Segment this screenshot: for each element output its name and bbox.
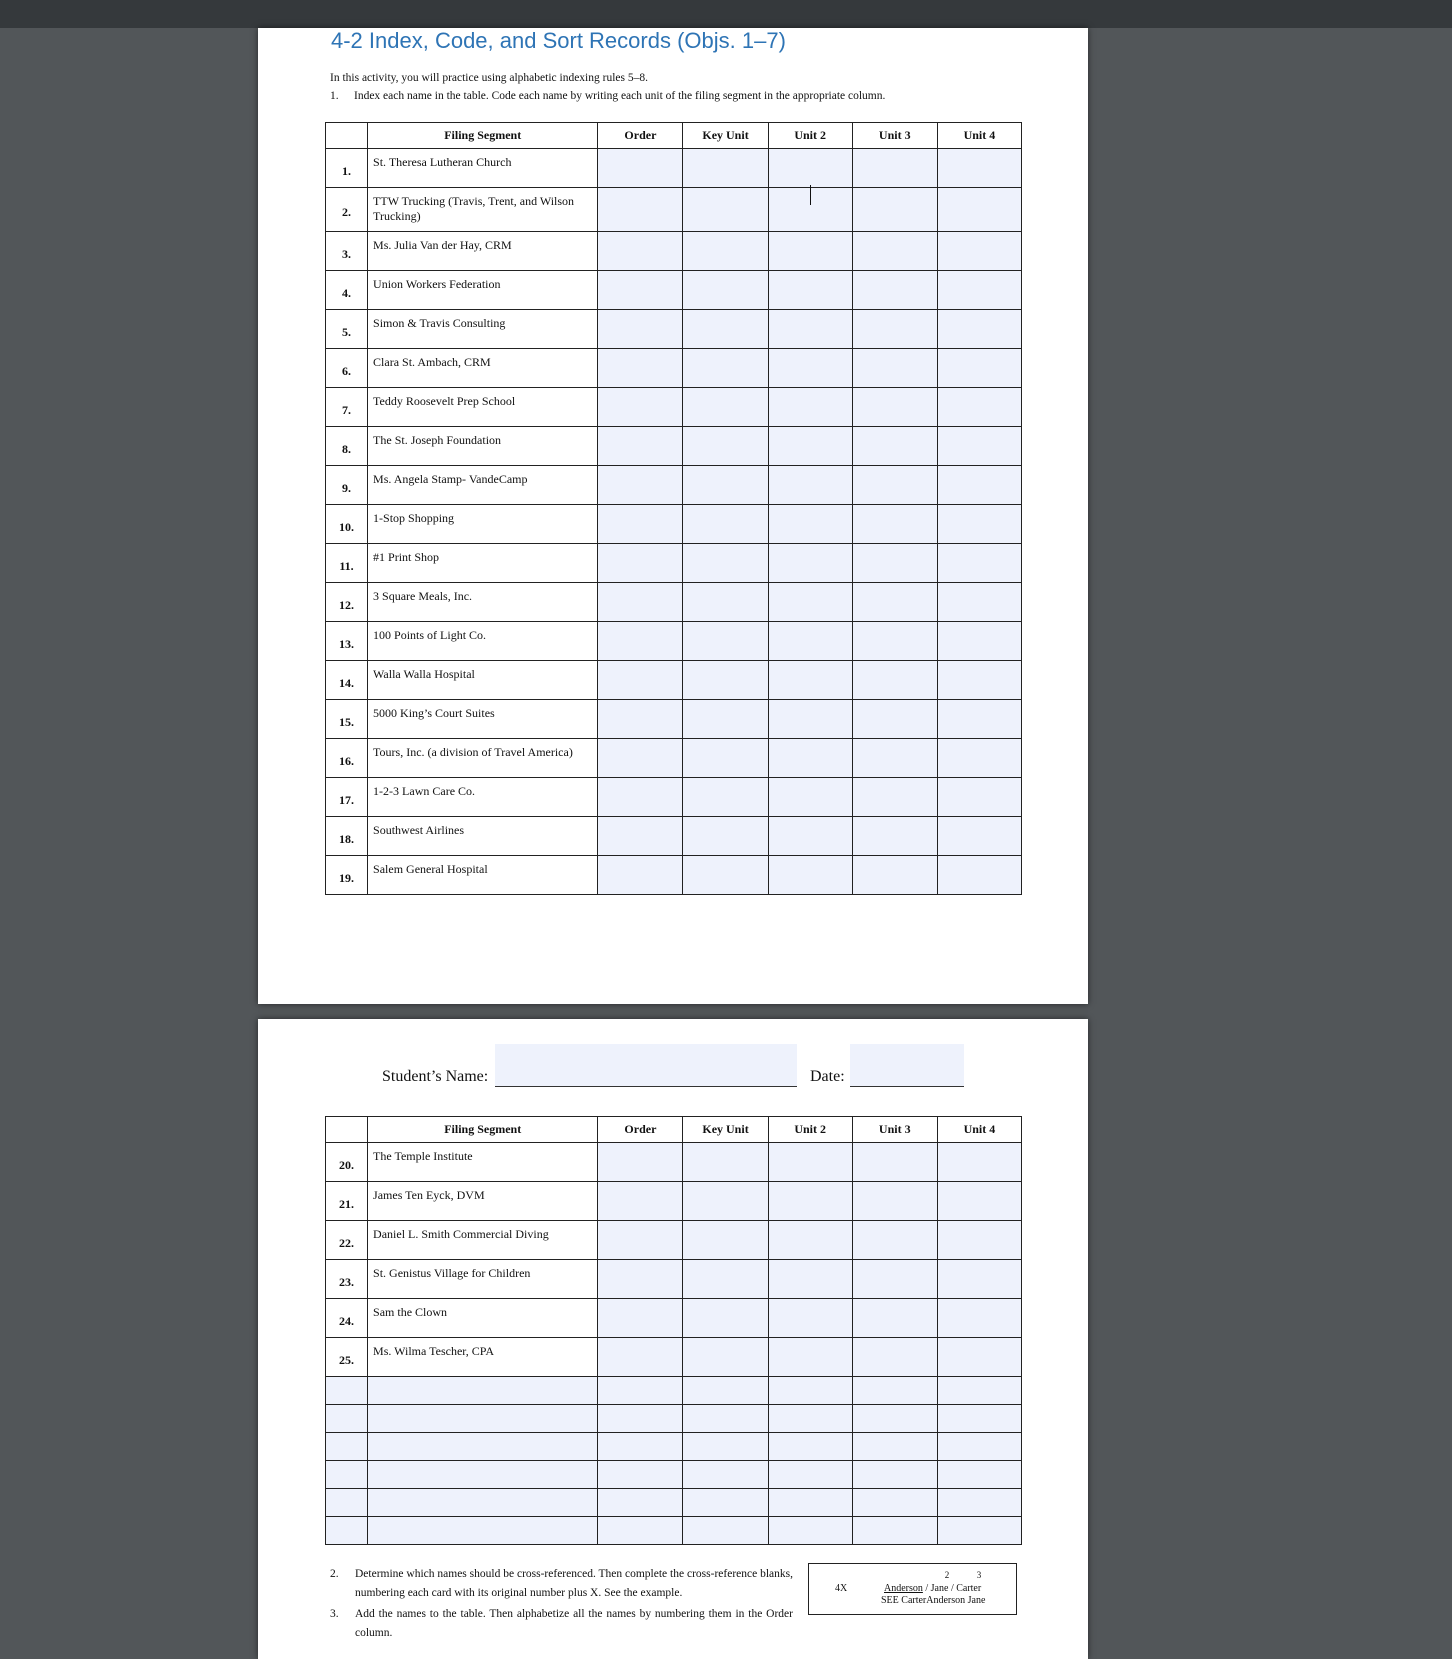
unit-2-field[interactable]	[768, 1377, 852, 1405]
unit-4-field[interactable]	[937, 700, 1021, 739]
table-row	[326, 505, 1022, 544]
header-unit-4: Unit 4	[937, 1117, 1021, 1143]
table-row	[326, 856, 1022, 895]
order-field[interactable]	[598, 817, 683, 856]
unit-3-field[interactable]	[852, 505, 937, 544]
key-unit-field[interactable]	[683, 271, 768, 310]
unit-4-field[interactable]	[937, 1405, 1021, 1433]
order-field[interactable]	[598, 1433, 683, 1461]
table-row	[326, 1405, 1022, 1433]
row-number[interactable]	[326, 1517, 368, 1545]
order-field[interactable]	[598, 505, 683, 544]
order-field[interactable]	[598, 700, 683, 739]
key-unit-field[interactable]	[683, 1433, 768, 1461]
key-unit-field[interactable]	[683, 661, 768, 700]
filing-segment-cell: Union Workers Federation	[368, 271, 598, 310]
key-unit-field[interactable]	[683, 310, 768, 349]
key-unit-field[interactable]	[683, 1182, 768, 1221]
example-see: SEE CarterAnderson Jane	[881, 1595, 986, 1606]
unit-4-field[interactable]	[937, 1517, 1021, 1545]
unit-2-field[interactable]	[768, 817, 852, 856]
row-number[interactable]	[326, 1377, 368, 1405]
unit-2-field[interactable]	[768, 427, 852, 466]
unit-4-field[interactable]	[937, 466, 1021, 505]
row-number: 22.	[326, 1221, 368, 1260]
unit-4-field[interactable]	[937, 622, 1021, 661]
filing-segment-cell[interactable]	[368, 1405, 598, 1433]
order-field[interactable]	[598, 856, 683, 895]
unit-4-field[interactable]	[937, 778, 1021, 817]
order-field[interactable]	[598, 1405, 683, 1433]
document-page-1	[258, 28, 1088, 1004]
filing-segment-cell[interactable]	[368, 1377, 598, 1405]
document-page-2	[258, 1019, 1088, 1659]
table-header-row	[326, 123, 1022, 149]
key-unit-field[interactable]	[683, 1489, 768, 1517]
viewer-toolbar	[0, 0, 1452, 28]
step-1	[330, 90, 885, 102]
header-order: Order	[598, 123, 683, 149]
unit-3-field[interactable]	[852, 1182, 937, 1221]
key-unit-field[interactable]	[683, 817, 768, 856]
example-unit-3: 3	[976, 1570, 982, 1580]
key-unit-field[interactable]	[683, 856, 768, 895]
order-field[interactable]	[598, 1489, 683, 1517]
row-number: 1.	[326, 149, 368, 188]
row-number: 15.	[326, 700, 368, 739]
unit-3-field[interactable]	[852, 271, 937, 310]
table-row	[326, 1338, 1022, 1377]
example-unit-2: 2	[944, 1570, 950, 1580]
row-number: 5.	[326, 310, 368, 349]
example-unit-numbers	[931, 1570, 1003, 1580]
key-unit-field[interactable]	[683, 739, 768, 778]
unit-4-field[interactable]	[937, 388, 1021, 427]
header-filing-segment: Filing Segment	[368, 1117, 598, 1143]
unit-2-field[interactable]	[768, 349, 852, 388]
filing-segment-cell: Ms. Angela Stamp- VandeCamp	[368, 466, 598, 505]
table-row	[326, 388, 1022, 427]
filing-segment-cell: 3 Square Meals, Inc.	[368, 583, 598, 622]
filing-segment-cell: 1-Stop Shopping	[368, 505, 598, 544]
order-field[interactable]	[598, 1143, 683, 1182]
unit-4-field[interactable]	[937, 1260, 1021, 1299]
row-number: 4.	[326, 271, 368, 310]
filing-segment-cell: Ms. Wilma Tescher, CPA	[368, 1338, 598, 1377]
order-field[interactable]	[598, 1182, 683, 1221]
table-row	[326, 349, 1022, 388]
unit-4-field[interactable]	[937, 349, 1021, 388]
unit-2-field[interactable]	[768, 271, 852, 310]
row-number: 17.	[326, 778, 368, 817]
unit-4-field[interactable]	[937, 310, 1021, 349]
row-number: 12.	[326, 583, 368, 622]
unit-2-field[interactable]	[768, 149, 852, 188]
unit-3-field[interactable]	[852, 466, 937, 505]
table-row	[326, 700, 1022, 739]
row-number: 9.	[326, 466, 368, 505]
row-number: 6.	[326, 349, 368, 388]
row-number: 16.	[326, 739, 368, 778]
unit-3-field[interactable]	[852, 1377, 937, 1405]
unit-3-field[interactable]	[852, 1338, 937, 1377]
unit-2-field[interactable]	[768, 739, 852, 778]
unit-3-field[interactable]	[852, 427, 937, 466]
unit-3-field[interactable]	[852, 1461, 937, 1489]
intro-text: In this activity, you will practice using alphabetic indexing rules 5–8.	[330, 72, 648, 84]
cross-reference-example	[808, 1563, 1017, 1615]
unit-2-field[interactable]	[768, 1405, 852, 1433]
filing-segment-cell: The Temple Institute	[368, 1143, 598, 1182]
table-row	[326, 310, 1022, 349]
unit-4-field[interactable]	[937, 817, 1021, 856]
key-unit-field[interactable]	[683, 466, 768, 505]
filing-segment-cell: St. Theresa Lutheran Church	[368, 149, 598, 188]
student-name-label: Student’s Name:	[382, 1068, 489, 1085]
unit-2-field[interactable]	[768, 388, 852, 427]
header-unit-3: Unit 3	[852, 1117, 937, 1143]
unit-3-field[interactable]	[852, 700, 937, 739]
key-unit-field[interactable]	[683, 583, 768, 622]
key-unit-field[interactable]	[683, 1338, 768, 1377]
unit-2-field[interactable]	[768, 1489, 852, 1517]
unit-3-field[interactable]	[852, 1405, 937, 1433]
order-field[interactable]	[598, 1377, 683, 1405]
row-number: 11.	[326, 544, 368, 583]
order-field[interactable]	[598, 1338, 683, 1377]
key-unit-field[interactable]	[683, 1461, 768, 1489]
table-row	[326, 1489, 1022, 1517]
table-row	[326, 427, 1022, 466]
unit-4-field[interactable]	[937, 1461, 1021, 1489]
unit-2-field[interactable]	[768, 622, 852, 661]
table-row	[326, 1260, 1022, 1299]
table-row	[326, 817, 1022, 856]
order-field[interactable]	[598, 427, 683, 466]
unit-3-field[interactable]	[852, 856, 937, 895]
key-unit-field[interactable]	[683, 1405, 768, 1433]
filing-segment-cell: Tours, Inc. (a division of Travel America)	[368, 739, 598, 778]
filing-segment-cell[interactable]	[368, 1433, 598, 1461]
filing-segment-cell: TTW Trucking (Travis, Trent, and Wilson Trucking)	[368, 188, 598, 232]
filing-segment-cell: Sam the Clown	[368, 1299, 598, 1338]
order-field[interactable]	[598, 271, 683, 310]
filing-segment-cell[interactable]	[368, 1517, 598, 1545]
key-unit-field[interactable]	[683, 1260, 768, 1299]
step-3	[330, 1605, 793, 1643]
unit-2-field[interactable]	[768, 505, 852, 544]
unit-3-field[interactable]	[852, 622, 937, 661]
header-filing-segment: Filing Segment	[368, 123, 598, 149]
header-number	[326, 1117, 368, 1143]
order-field[interactable]	[598, 622, 683, 661]
unit-3-field[interactable]	[852, 661, 937, 700]
unit-4-field[interactable]	[937, 1221, 1021, 1260]
unit-4-field[interactable]	[937, 505, 1021, 544]
unit-4-field[interactable]	[937, 1299, 1021, 1338]
filing-segment-cell: Clara St. Ambach, CRM	[368, 349, 598, 388]
step-3-number: 3.	[330, 1608, 339, 1620]
row-number: 25.	[326, 1338, 368, 1377]
row-number[interactable]	[326, 1489, 368, 1517]
key-unit-field[interactable]	[683, 1143, 768, 1182]
filing-segment-cell: The St. Joseph Foundation	[368, 427, 598, 466]
unit-4-field[interactable]	[937, 583, 1021, 622]
unit-2-field[interactable]	[768, 778, 852, 817]
filing-segment-cell: 1-2-3 Lawn Care Co.	[368, 778, 598, 817]
order-field[interactable]	[598, 778, 683, 817]
key-unit-field[interactable]	[683, 388, 768, 427]
order-field[interactable]	[598, 583, 683, 622]
header-unit-3: Unit 3	[852, 123, 937, 149]
header-unit-2: Unit 2	[768, 1117, 852, 1143]
table-row	[326, 271, 1022, 310]
header-unit-2: Unit 2	[768, 123, 852, 149]
unit-3-field[interactable]	[852, 778, 937, 817]
filing-segment-cell: James Ten Eyck, DVM	[368, 1182, 598, 1221]
row-number: 8.	[326, 427, 368, 466]
unit-4-field[interactable]	[937, 1433, 1021, 1461]
unit-4-field[interactable]	[937, 1377, 1021, 1405]
key-unit-field[interactable]	[683, 700, 768, 739]
unit-2-field[interactable]	[768, 1221, 852, 1260]
order-field[interactable]	[598, 388, 683, 427]
table-row	[326, 232, 1022, 271]
unit-2-field[interactable]	[768, 232, 852, 271]
filing-table-1	[325, 122, 1022, 895]
order-field[interactable]	[598, 188, 683, 232]
row-number[interactable]	[326, 1405, 368, 1433]
filing-segment-cell[interactable]	[368, 1461, 598, 1489]
student-name-field[interactable]	[495, 1044, 797, 1087]
order-field[interactable]	[598, 349, 683, 388]
unit-4-field[interactable]	[937, 232, 1021, 271]
row-number: 21.	[326, 1182, 368, 1221]
table-row	[326, 661, 1022, 700]
filing-segment-cell: 5000 King’s Court Suites	[368, 700, 598, 739]
unit-3-field[interactable]	[852, 388, 937, 427]
row-number: 2.	[326, 188, 368, 232]
table-row	[326, 1143, 1022, 1182]
unit-2-field[interactable]	[768, 544, 852, 583]
unit-3-field[interactable]	[852, 149, 937, 188]
unit-3-field[interactable]	[852, 1489, 937, 1517]
header-key-unit: Key Unit	[683, 1117, 768, 1143]
order-field[interactable]	[598, 739, 683, 778]
key-unit-field[interactable]	[683, 622, 768, 661]
unit-3-field[interactable]	[852, 1517, 937, 1545]
unit-4-field[interactable]	[937, 661, 1021, 700]
order-field[interactable]	[598, 1299, 683, 1338]
row-number: 20.	[326, 1143, 368, 1182]
key-unit-field[interactable]	[683, 1299, 768, 1338]
unit-2-field[interactable]	[768, 661, 852, 700]
unit-4-field[interactable]	[937, 1489, 1021, 1517]
row-number[interactable]	[326, 1433, 368, 1461]
table-row	[326, 1221, 1022, 1260]
unit-3-field[interactable]	[852, 1433, 937, 1461]
unit-4-field[interactable]	[937, 856, 1021, 895]
unit-3-field[interactable]	[852, 817, 937, 856]
unit-2-field[interactable]	[768, 1143, 852, 1182]
filing-table-2	[325, 1116, 1022, 1545]
key-unit-field[interactable]	[683, 778, 768, 817]
unit-2-field[interactable]	[768, 583, 852, 622]
table-row	[326, 544, 1022, 583]
text-cursor	[810, 185, 811, 205]
unit-4-field[interactable]	[937, 739, 1021, 778]
table-row	[326, 622, 1022, 661]
key-unit-field[interactable]	[683, 427, 768, 466]
unit-2-field[interactable]	[768, 1260, 852, 1299]
row-number: 23.	[326, 1260, 368, 1299]
unit-3-field[interactable]	[852, 310, 937, 349]
example-number: 4X	[835, 1583, 848, 1594]
row-number: 7.	[326, 388, 368, 427]
filing-segment-cell: #1 Print Shop	[368, 544, 598, 583]
row-number: 24.	[326, 1299, 368, 1338]
page-title: 4-2 Index, Code, and Sort Records (Objs. 1–7)	[331, 28, 786, 53]
unit-4-field[interactable]	[937, 1143, 1021, 1182]
unit-2-field[interactable]	[768, 1338, 852, 1377]
unit-2-field[interactable]	[768, 1182, 852, 1221]
unit-4-field[interactable]	[937, 427, 1021, 466]
unit-3-field[interactable]	[852, 349, 937, 388]
row-number: 10.	[326, 505, 368, 544]
example-rest: / Jane / Carter	[922, 1583, 982, 1594]
header-key-unit: Key Unit	[683, 123, 768, 149]
order-field[interactable]	[598, 310, 683, 349]
unit-4-field[interactable]	[937, 1338, 1021, 1377]
table-row	[326, 149, 1022, 188]
unit-3-field[interactable]	[852, 1260, 937, 1299]
header-unit-4: Unit 4	[937, 123, 1021, 149]
order-field[interactable]	[598, 544, 683, 583]
step-2	[330, 1565, 793, 1603]
unit-2-field[interactable]	[768, 700, 852, 739]
key-unit-field[interactable]	[683, 188, 768, 232]
table-row	[326, 1461, 1022, 1489]
row-number: 3.	[326, 232, 368, 271]
order-field[interactable]	[598, 1461, 683, 1489]
unit-4-field[interactable]	[937, 149, 1021, 188]
table-header-row	[326, 1117, 1022, 1143]
step-1-number: 1.	[330, 90, 339, 102]
table-row	[326, 466, 1022, 505]
unit-2-field[interactable]	[768, 1299, 852, 1338]
unit-3-field[interactable]	[852, 1299, 937, 1338]
table-row	[326, 1517, 1022, 1545]
key-unit-field[interactable]	[683, 1377, 768, 1405]
table-row	[326, 1182, 1022, 1221]
unit-3-field[interactable]	[852, 1221, 937, 1260]
filing-segment-cell: Ms. Julia Van der Hay, CRM	[368, 232, 598, 271]
header-order: Order	[598, 1117, 683, 1143]
order-field[interactable]	[598, 661, 683, 700]
unit-2-field[interactable]	[768, 856, 852, 895]
filing-segment-cell: Walla Walla Hospital	[368, 661, 598, 700]
row-number: 13.	[326, 622, 368, 661]
table-row	[326, 583, 1022, 622]
unit-4-field[interactable]	[937, 188, 1021, 232]
key-unit-field[interactable]	[683, 149, 768, 188]
unit-2-field[interactable]	[768, 466, 852, 505]
order-field[interactable]	[598, 466, 683, 505]
order-field[interactable]	[598, 149, 683, 188]
step-2-text: Determine which names should be cross-referenced. Then complete the cross-reference blanks, numbering each card with its original number plus X. See the example.	[355, 1568, 793, 1599]
unit-2-field[interactable]	[768, 1517, 852, 1545]
unit-4-field[interactable]	[937, 271, 1021, 310]
table-row	[326, 1377, 1022, 1405]
table-row	[326, 739, 1022, 778]
row-number: 18.	[326, 817, 368, 856]
table-row	[326, 778, 1022, 817]
unit-2-field[interactable]	[768, 1433, 852, 1461]
example-name	[884, 1583, 981, 1594]
unit-3-field[interactable]	[852, 232, 937, 271]
example-key-unit: Anderson	[884, 1583, 923, 1594]
filing-segment-cell: Salem General Hospital	[368, 856, 598, 895]
unit-2-field[interactable]	[768, 310, 852, 349]
step-1-text: Index each name in the table. Code each name by writing each unit of the filing segment in the appropriate column.	[354, 90, 886, 102]
filing-segment-cell: Simon & Travis Consulting	[368, 310, 598, 349]
filing-segment-cell: 100 Points of Light Co.	[368, 622, 598, 661]
step-2-number: 2.	[330, 1568, 339, 1580]
unit-4-field[interactable]	[937, 544, 1021, 583]
key-unit-field[interactable]	[683, 1221, 768, 1260]
table-row	[326, 1433, 1022, 1461]
unit-3-field[interactable]	[852, 188, 937, 232]
table-row	[326, 188, 1022, 232]
order-field[interactable]	[598, 1517, 683, 1545]
date-field[interactable]	[850, 1044, 964, 1087]
unit-3-field[interactable]	[852, 739, 937, 778]
key-unit-field[interactable]	[683, 232, 768, 271]
order-field[interactable]	[598, 1260, 683, 1299]
unit-3-field[interactable]	[852, 544, 937, 583]
row-number: 19.	[326, 856, 368, 895]
step-3-text: Add the names to the table. Then alphabetize all the names by numbering them in the Order column.	[355, 1608, 793, 1639]
row-number: 14.	[326, 661, 368, 700]
table-row	[326, 1299, 1022, 1338]
key-unit-field[interactable]	[683, 349, 768, 388]
order-field[interactable]	[598, 232, 683, 271]
unit-2-field[interactable]	[768, 1461, 852, 1489]
unit-4-field[interactable]	[937, 1182, 1021, 1221]
filing-segment-cell: Daniel L. Smith Commercial Diving	[368, 1221, 598, 1260]
order-field[interactable]	[598, 1221, 683, 1260]
filing-segment-cell: Teddy Roosevelt Prep School	[368, 388, 598, 427]
date-label: Date:	[810, 1068, 845, 1085]
unit-3-field[interactable]	[852, 583, 937, 622]
filing-segment-cell: St. Genistus Village for Children	[368, 1260, 598, 1299]
row-number[interactable]	[326, 1461, 368, 1489]
filing-segment-cell[interactable]	[368, 1489, 598, 1517]
filing-segment-cell: Southwest Airlines	[368, 817, 598, 856]
unit-3-field[interactable]	[852, 1143, 937, 1182]
key-unit-field[interactable]	[683, 544, 768, 583]
header-number	[326, 123, 368, 149]
key-unit-field[interactable]	[683, 505, 768, 544]
key-unit-field[interactable]	[683, 1517, 768, 1545]
